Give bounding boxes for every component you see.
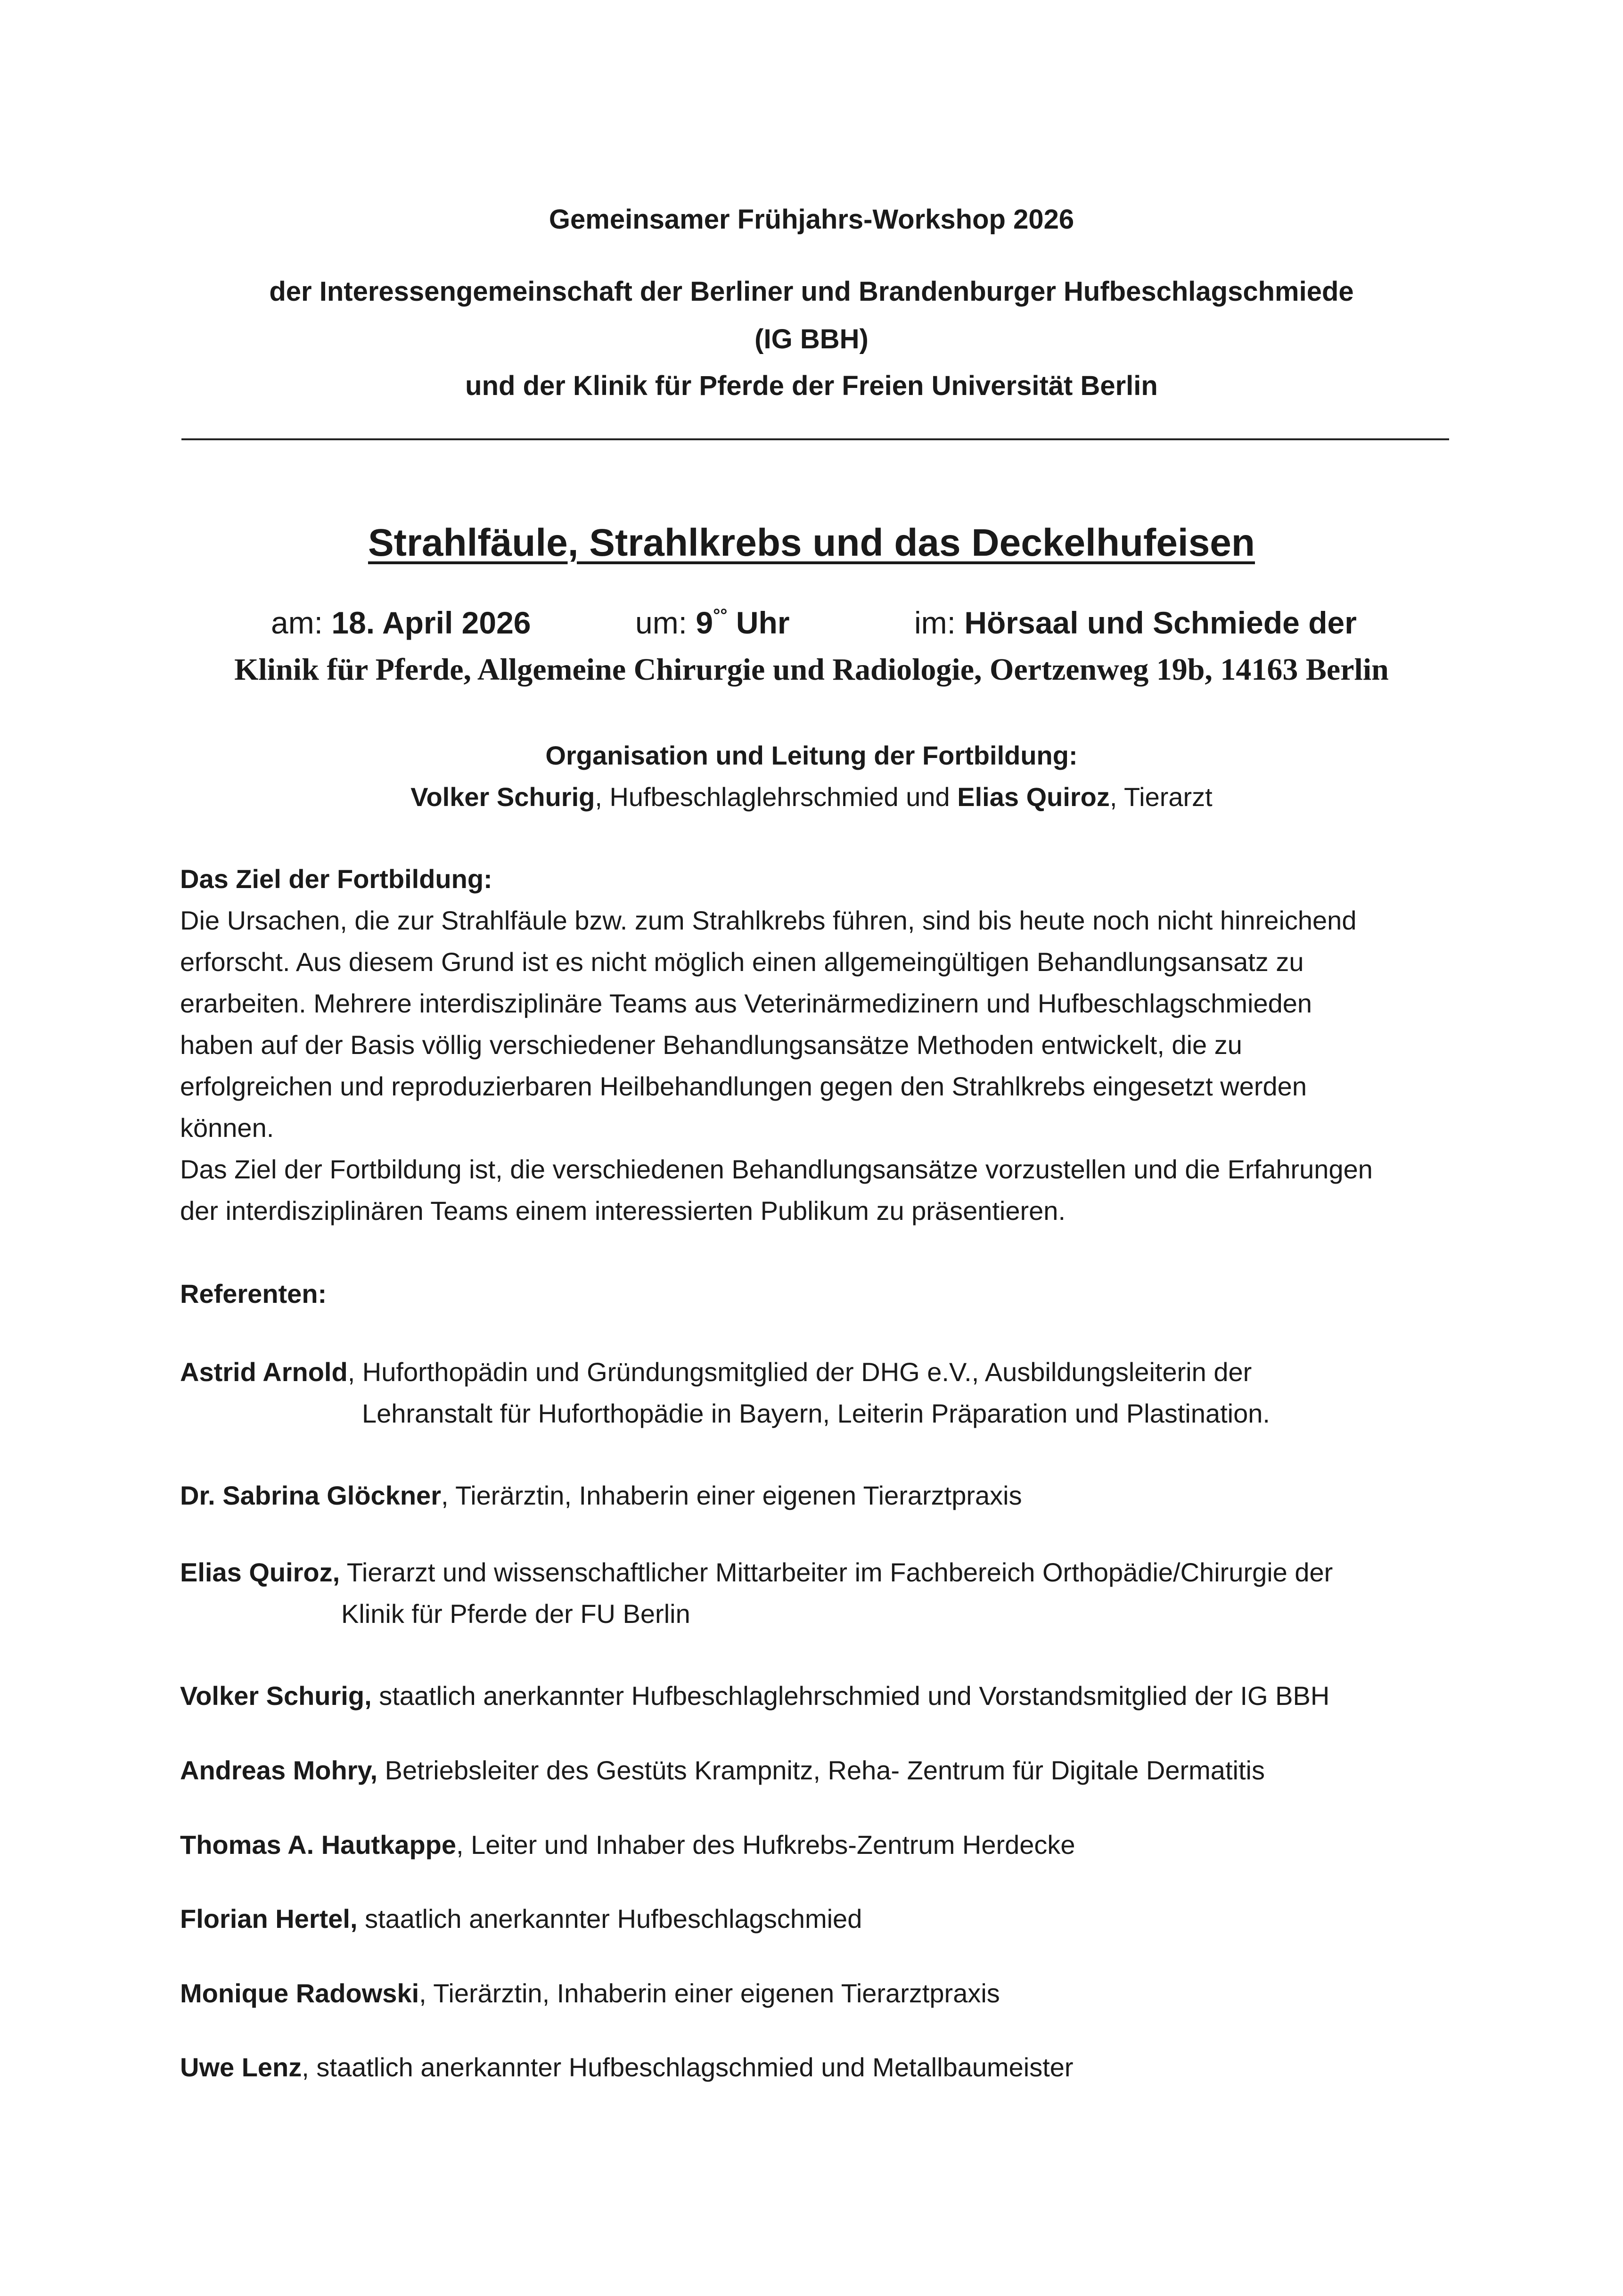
goal-line: der interdisziplinären Teams einem interessierten Publikum zu präsentieren. [180, 1196, 1066, 1226]
header-line-3: (IG BBH) [754, 324, 869, 354]
date-label: am: [271, 605, 323, 640]
speaker-description: , staatlich anerkannter Hufbeschlagschmied und Metallbaumeister [302, 2052, 1074, 2082]
speaker-name: Astrid Arnold [180, 1357, 348, 1387]
speaker-name: Thomas A. Hautkappe [180, 1830, 457, 1860]
organiser-1-role: , Hufbeschlaglehrschmied und [595, 782, 958, 812]
goal-line: erforscht. Aus diesem Grund ist es nicht möglich einen allgemeingültigen Behandlungsansatz zu [180, 947, 1304, 977]
header-line-4: und der Klinik für Pferde der Freien Universität Berlin [465, 370, 1158, 401]
speaker-description: staatlich anerkannter Hufbeschlaglehrschmied und Vorstandsmitglied der IG BBH [371, 1681, 1330, 1711]
speaker-description-continued: Lehranstalt für Huforthopädie in Bayern, Leiterin Präparation und Plastination. [362, 1399, 1270, 1428]
event-place [914, 605, 1357, 641]
goal-line: haben auf der Basis völlig verschiedener Behandlungsansätze Methoden entwickelt, die zu [180, 1030, 1242, 1060]
goal-line: erarbeiten. Mehrere interdisziplinäre Teams aus Veterinärmedizinern und Hufbeschlagschmieden [180, 988, 1312, 1018]
goal-line: Die Ursachen, die zur Strahlfäule bzw. zum Strahlkrebs führen, sind bis heute noch nicht hinreichend [180, 905, 1357, 935]
speaker-entry [180, 1557, 1333, 1588]
time-minutes: °° [713, 606, 728, 625]
speaker-description: , Tierärztin, Inhaberin einer eigenen Tierarztpraxis [441, 1481, 1022, 1510]
time-hour: 9 [696, 605, 713, 640]
speaker-entry [180, 1480, 1022, 1511]
organiser-2-name: Elias Quiroz [957, 782, 1110, 812]
speaker-description: , Huforthopädin und Gründungsmitglied der DHG e.V., Ausbildungsleiterin der [347, 1357, 1252, 1387]
speaker-description: Betriebsleiter des Gestüts Krampnitz, Reha- Zentrum für Digitale Dermatitis [377, 1755, 1265, 1785]
event-date [271, 605, 531, 641]
speaker-description-continued: Klinik für Pferde der FU Berlin [341, 1599, 690, 1629]
date-value: 18. April 2026 [331, 605, 531, 640]
speaker-entry [180, 1357, 1252, 1387]
speaker-entry [180, 1829, 1075, 1860]
speaker-entry [180, 1755, 1265, 1786]
time-label: um: [635, 605, 688, 640]
speaker-name: Florian Hertel, [180, 1904, 358, 1934]
speaker-description: , Leiter und Inhaber des Hufkrebs-Zentrum Herdecke [456, 1830, 1075, 1860]
speaker-name: Andreas Mohry, [180, 1755, 378, 1785]
speaker-entry [180, 2052, 1074, 2082]
goal-line: erfolgreichen und reproduzierbaren Heilbehandlungen gegen den Strahlkrebs eingesetzt werden [180, 1071, 1307, 1101]
event-time [635, 605, 790, 641]
speaker-description: staatlich anerkannter Hufbeschlagschmied [357, 1904, 862, 1934]
goal-line: können. [180, 1113, 274, 1143]
speaker-entry [180, 1978, 1000, 2008]
speakers-heading: Referenten: [180, 1279, 327, 1308]
header-line-1: Gemeinsamer Frühjahrs-Workshop 2026 [549, 204, 1074, 235]
speaker-description: Tierarzt und wissenschaftlicher Mittarbeiter im Fachbereich Orthopädie/Chirurgie der [340, 1557, 1333, 1587]
speaker-name: Volker Schurig, [180, 1681, 372, 1711]
header-line-2: der Interessengemeinschaft der Berliner und Brandenburger Hufbeschlagschmiede [269, 276, 1354, 307]
organiser-2-role: , Tierarzt [1109, 782, 1213, 812]
place-value: Hörsaal und Schmiede der [964, 605, 1357, 640]
organisation-heading: Organisation und Leitung der Fortbildung: [545, 741, 1078, 770]
goal-heading: Das Ziel der Fortbildung: [180, 864, 492, 894]
speaker-name: Elias Quiroz, [180, 1557, 340, 1587]
event-address: Klinik für Pferde, Allgemeine Chirurgie und Radiologie, Oertzenweg 19b, 14163 Berlin [234, 652, 1389, 687]
speaker-entry [180, 1680, 1329, 1711]
speaker-name: Dr. Sabrina Glöckner [180, 1481, 441, 1510]
header-divider [181, 438, 1449, 440]
speaker-name: Monique Radowski [180, 1978, 419, 2008]
organisation-people [0, 782, 1623, 812]
place-label: im: [914, 605, 956, 640]
time-unit: Uhr [736, 605, 790, 640]
document-title: Strahlfäule, Strahlkrebs und das Deckelhufeisen [368, 521, 1255, 564]
speaker-entry [180, 1903, 862, 1934]
goal-line: Das Ziel der Fortbildung ist, die verschiedenen Behandlungsansätze vorzustellen und die Erfahrungen [180, 1154, 1373, 1184]
speaker-name: Uwe Lenz [180, 2052, 302, 2082]
speaker-description: , Tierärztin, Inhaberin einer eigenen Tierarztpraxis [419, 1978, 1000, 2008]
organiser-1-name: Volker Schurig [410, 782, 595, 812]
